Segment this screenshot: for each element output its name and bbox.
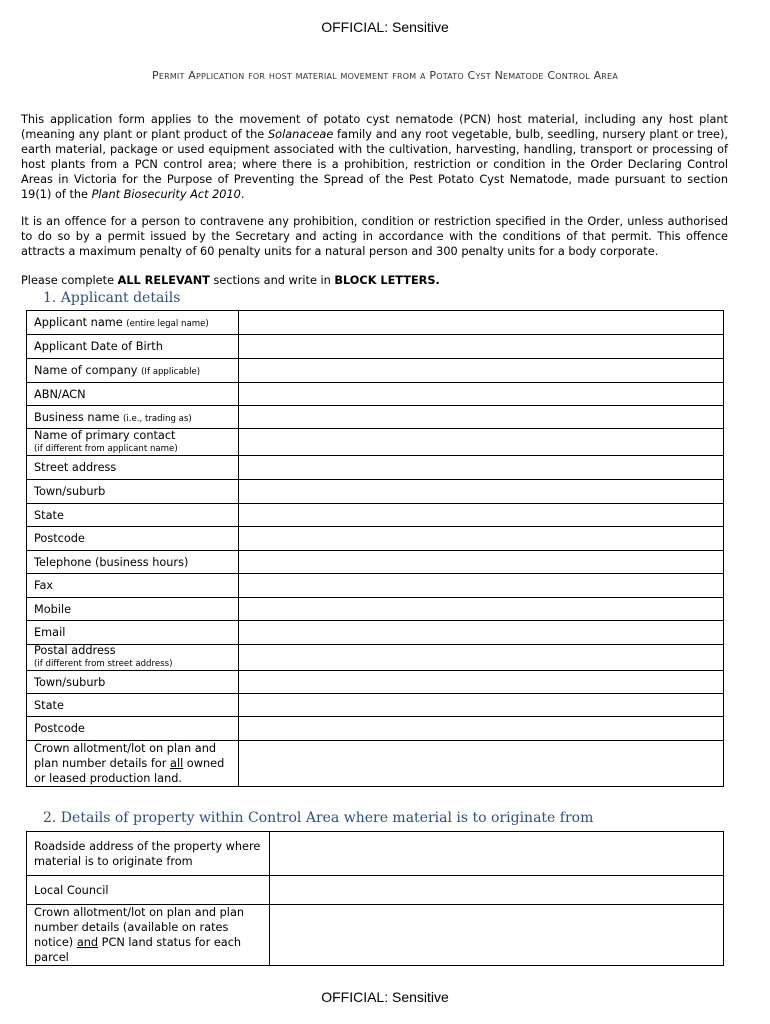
label-primary-contact: Name of primary contact (if different from applicant name) xyxy=(27,429,239,456)
telephone-field[interactable] xyxy=(239,556,723,569)
postal-town-field[interactable] xyxy=(239,676,723,689)
street-address-field[interactable] xyxy=(239,461,723,474)
primary-contact-field[interactable] xyxy=(239,436,723,449)
intro-paragraph-2: It is an offence for a person to contravene any prohibition, condition or restriction specified in the Order, unless authorised to do so by a permit issued by the Secretary and acting in accordance with the conditions of that permit. This offence attracts a maximum penalty of 60 penalty units for a natural person and 300 penalty units for a body corporate. xyxy=(21,215,728,258)
applicant-name-field[interactable] xyxy=(239,316,723,329)
label-fax: Fax xyxy=(27,574,239,598)
section-1-heading: 1. Applicant details xyxy=(43,290,181,306)
table-row xyxy=(27,383,724,406)
label-abn: ABN/ACN xyxy=(27,383,239,406)
dob-field[interactable] xyxy=(239,340,723,353)
postal-postcode-field[interactable] xyxy=(239,722,723,735)
label-town: Town/suburb xyxy=(27,480,239,504)
label-postal-state: State xyxy=(27,694,239,717)
postal-address-field[interactable] xyxy=(239,651,723,664)
label-local-council: Local Council xyxy=(27,876,270,905)
roadside-address-field[interactable] xyxy=(270,841,723,867)
classification-header: OFFICIAL: Sensitive xyxy=(321,19,449,35)
label-street-address: Street address xyxy=(27,456,239,480)
label-telephone: Telephone (business hours) xyxy=(27,551,239,574)
email-field[interactable] xyxy=(239,626,723,639)
intro-paragraph-1: This application form applies to the movement of potato cyst nematode (PCN) host material, including any host plant (meaning any plant or plant product of the Solanaceae family and any root vegetable, bulb, seedling, nursery plant or tree), earth material, package or used equipment associated with the cultivation, harvesting, handling, transport or processing of host plants from a PCN control area; where there is a prohibition, restriction or condition in the Order Declaring Control Areas in Victoria for the Purpose of Preventing the Spread of the Pest Potato Cyst Nematode, made pursuant to section 19(1) of the Plant Biosecurity Act 2010. xyxy=(21,113,728,201)
mobile-field[interactable] xyxy=(239,603,723,616)
table-row xyxy=(27,335,724,359)
state-field[interactable] xyxy=(239,509,723,522)
instructions: Please complete ALL RELEVANT sections and write in BLOCK LETTERS. xyxy=(21,274,440,287)
crown-allotment-field[interactable] xyxy=(239,751,723,777)
section-2-heading: 2. Details of property within Control Area where material is to originate from xyxy=(43,810,594,826)
table-row xyxy=(27,480,724,504)
label-roadside-address: Roadside address of the property where material is to originate from xyxy=(27,832,270,876)
business-name-field[interactable] xyxy=(239,411,723,424)
table-row xyxy=(27,832,724,876)
label-applicant-name: Applicant name (entire legal name) xyxy=(27,311,239,335)
company-field[interactable] xyxy=(239,364,723,377)
label-business-name: Business name (i.e., trading as) xyxy=(27,406,239,429)
table-row xyxy=(27,574,724,598)
label-postcode: Postcode xyxy=(27,527,239,551)
label-crown-allotment: Crown allotment/lot on plan and plan number details for all owned or leased production land. xyxy=(27,741,239,787)
label-crown-allotment-property: Crown allotment/lot on plan and plan number details (available on rates notice) and PCN land status for each parcel xyxy=(27,905,270,966)
table-row xyxy=(27,359,724,383)
crown-allotment-property-field[interactable] xyxy=(270,922,723,948)
table-row xyxy=(27,645,724,671)
table-row xyxy=(27,671,724,694)
abn-field[interactable] xyxy=(239,388,723,401)
table-row xyxy=(27,456,724,480)
fax-field[interactable] xyxy=(239,579,723,592)
applicant-details-table xyxy=(26,310,724,787)
label-postal-town: Town/suburb xyxy=(27,671,239,694)
town-field[interactable] xyxy=(239,485,723,498)
label-postal-postcode: Postcode xyxy=(27,717,239,741)
table-row xyxy=(27,311,724,335)
form-title: Permit Application for host material movement from a Potato Cyst Nematode Control Area xyxy=(151,69,618,82)
table-row xyxy=(27,717,724,741)
classification-footer: OFFICIAL: Sensitive xyxy=(321,989,449,1005)
label-mobile: Mobile xyxy=(27,598,239,621)
table-row xyxy=(27,905,724,966)
label-company: Name of company (If applicable) xyxy=(27,359,239,383)
table-row xyxy=(27,527,724,551)
label-email: Email xyxy=(27,621,239,645)
table-row xyxy=(27,694,724,717)
table-row xyxy=(27,406,724,429)
table-row xyxy=(27,876,724,905)
postcode-field[interactable] xyxy=(239,532,723,545)
postal-state-field[interactable] xyxy=(239,699,723,712)
table-row xyxy=(27,504,724,527)
table-row xyxy=(27,741,724,787)
label-state: State xyxy=(27,504,239,527)
local-council-field[interactable] xyxy=(270,884,723,897)
property-details-table xyxy=(26,831,724,966)
table-row xyxy=(27,429,724,456)
table-row xyxy=(27,551,724,574)
label-postal-address: Postal address (if different from street address) xyxy=(27,645,239,671)
table-row xyxy=(27,598,724,621)
label-dob: Applicant Date of Birth xyxy=(27,335,239,359)
table-row xyxy=(27,621,724,645)
